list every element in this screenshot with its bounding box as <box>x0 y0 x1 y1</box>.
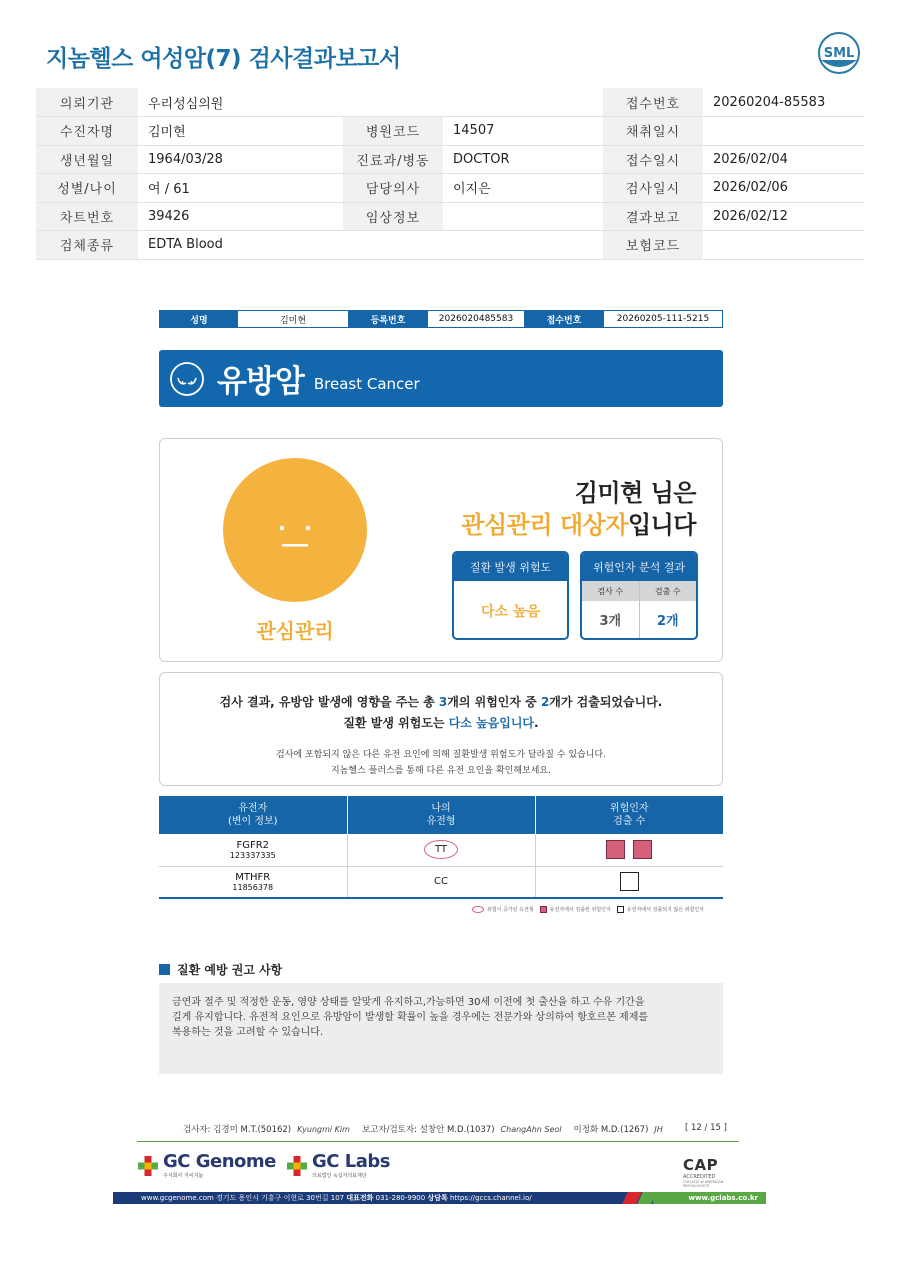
footer-bar <box>113 1192 766 1204</box>
strip-recv: 20260205-111-5215 <box>616 314 710 324</box>
report-title: 지놈헬스 여성암(7) 검사결과보고서 <box>46 46 401 72</box>
gc-genome-logo <box>137 1153 276 1179</box>
summary-line-2 <box>160 714 722 731</box>
header-line: (변이 정보) <box>227 816 278 827</box>
info-label: 검사일시 <box>603 174 703 203</box>
gc-labs-sub: 의료법인 녹십자의료재단 <box>312 1173 367 1179</box>
info-value: 2026/02/12 <box>703 202 864 231</box>
info-row <box>36 117 864 146</box>
gene-legend <box>472 906 724 913</box>
strip-recv-label: 접수번호 <box>524 311 604 327</box>
patient-strip <box>159 310 723 328</box>
info-value: EDTA Blood <box>138 231 343 260</box>
summary-text: 질환 발생 위험도는 <box>343 716 449 730</box>
gc-labs-text: GC Labs <box>312 1151 390 1172</box>
summary-note-2: 지놈헬스 플러스를 통해 다른 유전 요인을 확인해보세요. <box>331 766 551 776</box>
info-label: 접수번호 <box>603 88 703 117</box>
info-label: 진료과/병동 <box>343 145 443 174</box>
info-label: 수진자명 <box>36 117 138 146</box>
info-value <box>443 88 603 117</box>
risk-genotype-legend-icon <box>472 906 484 913</box>
doctor-signature: JH <box>654 1124 663 1134</box>
headline-highlight: 관심관리 대상자 <box>461 511 628 539</box>
prevention-title-text: 질환 예방 권고 사항 <box>177 963 283 977</box>
gene-cell <box>159 834 347 866</box>
doctor: 이정화 M.D.(1267) <box>573 1125 649 1135</box>
detected-count: 2 <box>540 695 550 709</box>
gene-row <box>159 866 723 898</box>
legend-item: 유전자에서 검출된 위험인자 <box>549 907 611 913</box>
header-line: 검출 수 <box>613 816 646 827</box>
info-value: 여 / 61 <box>138 174 343 203</box>
risk-value: 다소 높음 <box>481 604 540 620</box>
gene-table-header <box>159 796 347 834</box>
gene-table <box>159 796 723 899</box>
risk-level-text: 다소 높음입니다 <box>448 716 535 730</box>
signatures <box>183 1123 675 1135</box>
detected-legend-icon <box>540 906 547 913</box>
prevention-line: 복용하는 것을 고려할 수 있습니다. <box>172 1027 324 1038</box>
tested-value: 3개 <box>582 601 640 638</box>
empty-factor-square <box>620 872 639 891</box>
info-label: 접수일시 <box>603 145 703 174</box>
info-value: 김미현 <box>138 117 343 146</box>
info-row <box>36 145 864 174</box>
page-number: [ 12 / 15 ] <box>685 1123 727 1133</box>
info-label: 담당의사 <box>343 174 443 203</box>
factor-analysis-box <box>580 551 698 640</box>
info-value: 14507 <box>443 117 603 146</box>
info-label: 차트번호 <box>36 202 138 231</box>
strip-reg-label: 등록번호 <box>348 311 428 327</box>
genotype: CC <box>434 876 448 888</box>
info-label <box>343 231 443 260</box>
genotype: TT <box>424 840 458 859</box>
cancer-banner <box>159 350 723 407</box>
cap-text: CAP <box>683 1156 719 1174</box>
gene-name: FGFR2 <box>236 839 270 851</box>
footer-contact <box>113 1193 532 1203</box>
breast-icon <box>169 361 205 397</box>
footer-phone: 031-280-9900 <box>373 1194 428 1202</box>
info-label: 생년월일 <box>36 145 138 174</box>
footer-gclabs-url[interactable]: www.gclabs.co.kr <box>688 1194 758 1202</box>
footer-chat-url: https://gccs.channel.io/ <box>447 1194 532 1202</box>
footer-address: www.gcgenome.com 경기도 용인시 기흥구 이현로 30번길 107 <box>141 1194 347 1202</box>
patient-info-table <box>36 88 864 260</box>
prevention-line: 길게 유지합니다. 유전적 요인으로 유방암이 발생할 확률이 높을 경우에는 전문가와 상의하여 항호르몬 제제를 <box>172 1012 649 1023</box>
info-value <box>703 117 864 146</box>
footer-chat-label: 상담톡 <box>427 1194 448 1202</box>
gc-genome-sub: 주식회사 지씨지놈 <box>163 1173 204 1179</box>
headline-status <box>461 505 696 540</box>
detected-cell <box>535 866 723 898</box>
banner-title-ko: 유방암 <box>217 364 304 400</box>
cap-accreditation <box>683 1156 745 1188</box>
summary-line-1 <box>160 693 722 710</box>
info-label: 채취일시 <box>603 117 703 146</box>
gc-genome-text: GC Genome <box>163 1151 276 1172</box>
info-label: 의뢰기관 <box>36 88 138 117</box>
info-label: 임상정보 <box>343 202 443 231</box>
info-value: 39426 <box>138 202 343 231</box>
info-value: 우리성심의원 <box>138 88 343 117</box>
footer-divider <box>137 1141 739 1142</box>
info-label: 보험코드 <box>603 231 703 260</box>
strip-name-label: 성명 <box>160 311 238 327</box>
summary-note-1: 검사에 포함되지 않은 다른 유전 요인에 의해 질환발생 위험도가 달라질 수 있습니다. <box>276 750 606 760</box>
info-value: 2026/02/04 <box>703 145 864 174</box>
cap-sub: ACCREDITED <box>683 1174 716 1180</box>
detected-factor-square <box>606 840 625 859</box>
info-label: 성별/나이 <box>36 174 138 203</box>
genotype-cell <box>347 866 535 898</box>
reporter: 보고자/검토자: 설창안 M.D.(1037) <box>361 1125 495 1135</box>
info-row <box>36 174 864 203</box>
summary-card <box>159 672 723 786</box>
not-detected-legend-icon <box>617 906 624 913</box>
legend-item: 유전자에서 검출되지 않은 위험인자 <box>626 907 705 913</box>
strip-reg: 2026020485583 <box>438 314 514 324</box>
info-row <box>36 202 864 231</box>
info-row <box>36 231 864 260</box>
reporter-signature: ChangAhn Seol <box>500 1124 562 1134</box>
genotype-cell <box>347 834 535 866</box>
info-label: 병원코드 <box>343 117 443 146</box>
gene-row <box>159 834 723 866</box>
status-label: 관심관리 <box>256 619 334 643</box>
info-value: 1964/03/28 <box>138 145 343 174</box>
risk-box-title: 질환 발생 위험도 <box>454 553 567 581</box>
tested-label: 검사 수 <box>582 581 640 601</box>
header-line: 나의 <box>431 803 451 814</box>
gene-name: MTHFR <box>235 871 271 883</box>
detected-value: 2개 <box>656 614 679 629</box>
info-value <box>443 231 603 260</box>
footer-phone-label: 대표전화 <box>346 1194 374 1202</box>
prevention-line: 금연과 절주 및 적정한 운동, 영양 상태를 알맞게 유지하고,가능하면 30세 이전에 첫 출산을 하고 수유 기간을 <box>172 997 645 1008</box>
summary-text: . <box>534 716 539 730</box>
neutral-face-icon <box>222 457 368 603</box>
gene-table-header <box>347 796 535 834</box>
inspector-signature: Kyungmi Kim <box>297 1124 350 1134</box>
summary-text: 검사 결과, 유방암 발생에 영향을 주는 총 <box>219 695 439 709</box>
gc-cross-icon <box>286 1155 308 1177</box>
info-value: 이지은 <box>443 174 603 203</box>
gc-cross-icon <box>137 1155 159 1177</box>
info-label <box>343 88 443 117</box>
banner-title-en: Breast Cancer <box>313 374 420 393</box>
info-value: 20260204-85583 <box>703 88 864 117</box>
factor-box-title: 위험인자 분석 결과 <box>582 553 696 581</box>
headline-name: 김미현 님은 <box>574 479 696 507</box>
gene-variant-id: 123337335 <box>229 850 276 860</box>
info-label: 검체종류 <box>36 231 138 260</box>
summary-text: 개가 검출되었습니다. <box>549 695 663 709</box>
detected-factor-square <box>633 840 652 859</box>
total-count: 3 <box>438 695 448 709</box>
strip-name: 김미현 <box>279 315 307 326</box>
info-label: 결과보고 <box>603 202 703 231</box>
header-line: 유전자 <box>238 803 268 814</box>
legend-item: 위험이 증가된 유전형 <box>487 907 534 913</box>
info-row <box>36 88 864 117</box>
gene-cell <box>159 866 347 898</box>
inspector: 검사자: 김경미 M.T.(50162) <box>183 1125 292 1135</box>
info-value: 2026/02/06 <box>703 174 864 203</box>
gene-table-header <box>535 796 723 834</box>
gc-labs-logo <box>286 1153 390 1179</box>
prevention-text <box>159 983 723 1074</box>
result-card <box>159 438 723 662</box>
cap-tiny: COLLEGE of AMERICAN PATHOLOGISTS <box>683 1180 724 1188</box>
info-value: DOCTOR <box>443 145 603 174</box>
summary-text: 개의 위험인자 중 <box>447 695 541 709</box>
info-value <box>703 231 864 260</box>
sml-logo-text: SML <box>823 46 855 61</box>
risk-level-box <box>452 551 569 640</box>
prevention-title <box>159 961 282 978</box>
detected-cell <box>535 834 723 866</box>
gene-variant-id: 11856378 <box>232 882 274 892</box>
detected-label: 검출 수 <box>654 586 681 596</box>
info-value <box>443 202 603 231</box>
header-line: 유전형 <box>426 816 456 827</box>
header-line: 위험인자 <box>609 803 649 814</box>
sml-logo <box>816 30 862 76</box>
section-bullet-icon <box>159 964 170 975</box>
headline-suffix: 입니다 <box>627 511 696 539</box>
